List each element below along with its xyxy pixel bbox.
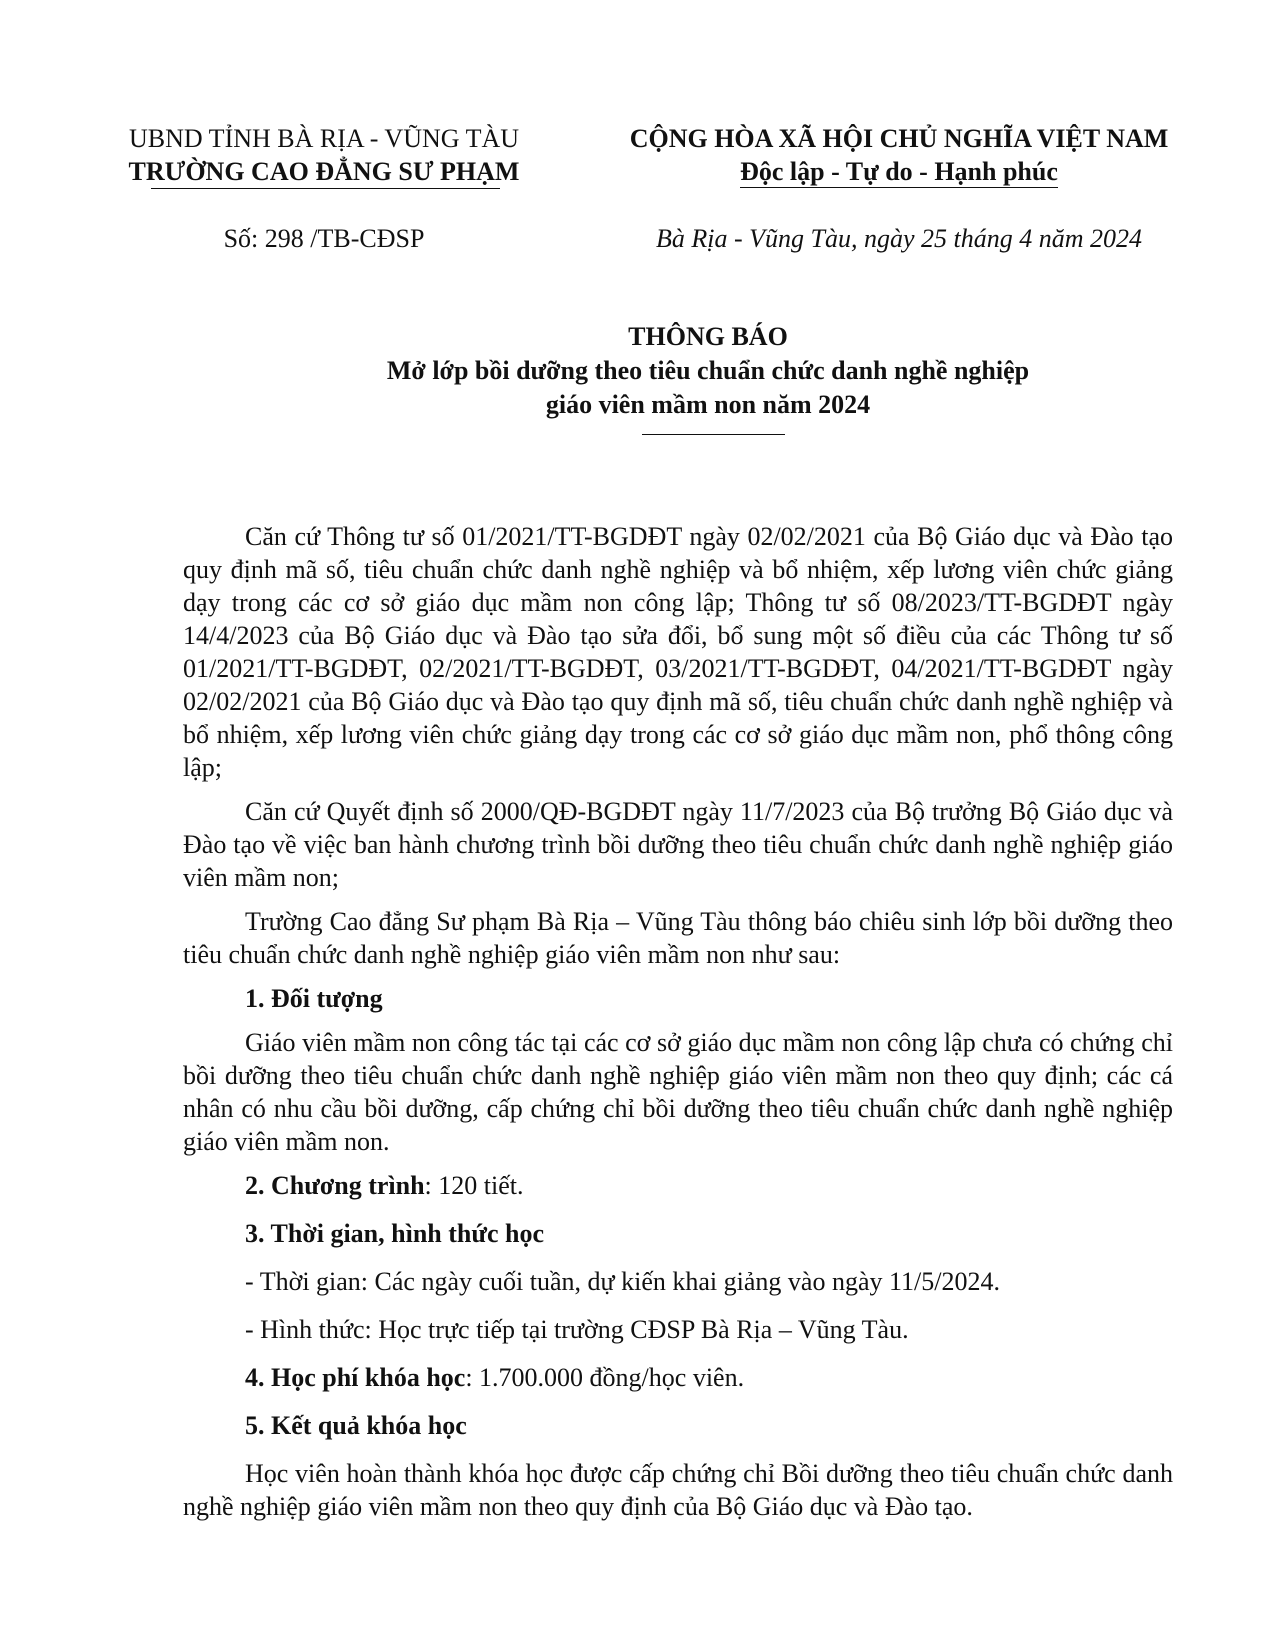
section-2-label: 2. Chương trình — [245, 1171, 425, 1200]
section-5-text: Học viên hoàn thành khóa học được cấp chứng chỉ Bồi dưỡng theo tiêu chuẩn chức danh nghề nghiệp giáo viên mầm non theo quy định của Bộ Giáo dục và Đào tạo. — [183, 1459, 1173, 1521]
org-line-1: UBND TỈNH BÀ RỊA - VŨNG TÀU — [128, 124, 519, 153]
paragraph-legal-basis-2: Căn cứ Quyết định số 2000/QĐ-BGDĐT ngày 11/7/2023 của Bộ trưởng Bộ Giáo dục và Đào tạo về việc ban hành chương trình bồi dưỡng theo tiêu chuẩn chức danh nghề nghiệp giáo viên mầm non; — [183, 797, 1173, 892]
org-line-2: TRƯỜNG CAO ĐẲNG SƯ PHẠM — [128, 157, 520, 186]
document-number: Số: 298 /TB-CĐSP — [223, 224, 425, 253]
issuing-organization — [84, 122, 564, 188]
section-3-form: - Hình thức: Học trực tiếp tại trường CĐSP Bà Rịa – Vũng Tàu. — [245, 1315, 909, 1344]
section-4 — [183, 1361, 1173, 1394]
section-4-label: 4. Học phí khóa học — [245, 1363, 466, 1392]
national-header — [574, 122, 1224, 188]
section-5-heading: 5. Kết quả khóa học — [245, 1411, 467, 1440]
org-underline — [151, 188, 500, 189]
section-1-heading: 1. Đối tượng — [245, 984, 383, 1013]
section-2 — [183, 1169, 1173, 1202]
section-2-value: : 120 tiết. — [424, 1171, 524, 1200]
document-title — [0, 320, 1288, 422]
place-and-date: Bà Rịa - Vũng Tàu, ngày 25 tháng 4 năm 2024 — [655, 224, 1143, 253]
section-3-time: - Thời gian: Các ngày cuối tuần, dự kiến khai giảng vào ngày 11/5/2024. — [245, 1267, 1000, 1296]
national-motto: Độc lập - Tự do - Hạnh phúc — [740, 157, 1058, 186]
paragraph-announcement: Trường Cao đẳng Sư phạm Bà Rịa – Vũng Tàu thông báo chiêu sinh lớp bồi dưỡng theo tiêu chuẩn chức danh nghề nghiệp giáo viên mầm non như sau: — [183, 907, 1173, 969]
title-underline — [642, 434, 785, 435]
document-body — [183, 520, 1173, 1534]
title-main: THÔNG BÁO — [628, 322, 788, 351]
section-1-text: Giáo viên mầm non công tác tại các cơ sở giáo dục mầm non công lập chưa có chứng chỉ bồi dưỡng theo tiêu chuẩn chức danh nghề nghiệp giáo viên mầm non theo quy định; các cá nhân có nhu cầu bồi dưỡng, cấp chứng chỉ bồi dưỡng theo tiêu chuẩn chức danh nghề nghiệp giáo viên mầm non. — [183, 1028, 1173, 1156]
title-subtitle-line-1: Mở lớp bồi dưỡng theo tiêu chuẩn chức danh nghề nghiệp — [386, 356, 1030, 385]
paragraph-legal-basis-1: Căn cứ Thông tư số 01/2021/TT-BGDĐT ngày 02/02/2021 của Bộ Giáo dục và Đào tạo quy định mã số, tiêu chuẩn chức danh nghề nghiệp và bổ nhiệm, xếp lương viên chức giảng dạy trong các cơ sở giáo dục mầm non công lập; Thông tư số 08/2023/TT-BGDĐT ngày 14/4/2023 của Bộ Giáo dục và Đào tạo sửa đổi, bổ sung một số điều của các Thông tư số 01/2021/TT-BGDĐT, 02/2021/TT-BGDĐT, 03/2021/TT-BGDĐT, 04/2021/TT-BGDĐT ngày 02/02/2021 của Bộ Giáo dục và Đào tạo quy định mã số, tiêu chuẩn chức danh nghề nghiệp và bổ nhiệm, xếp lương viên chức giảng dạy trong các cơ sở giáo dục mầm non, phổ thông công lập; — [183, 522, 1173, 782]
section-4-value: : 1.700.000 đồng/học viên. — [465, 1363, 745, 1392]
country-name: CỘNG HÒA XÃ HỘI CHỦ NGHĨA VIỆT NAM — [629, 124, 1169, 153]
section-3-heading: 3. Thời gian, hình thức học — [245, 1219, 544, 1248]
title-subtitle-line-2: giáo viên mầm non năm 2024 — [545, 390, 871, 419]
